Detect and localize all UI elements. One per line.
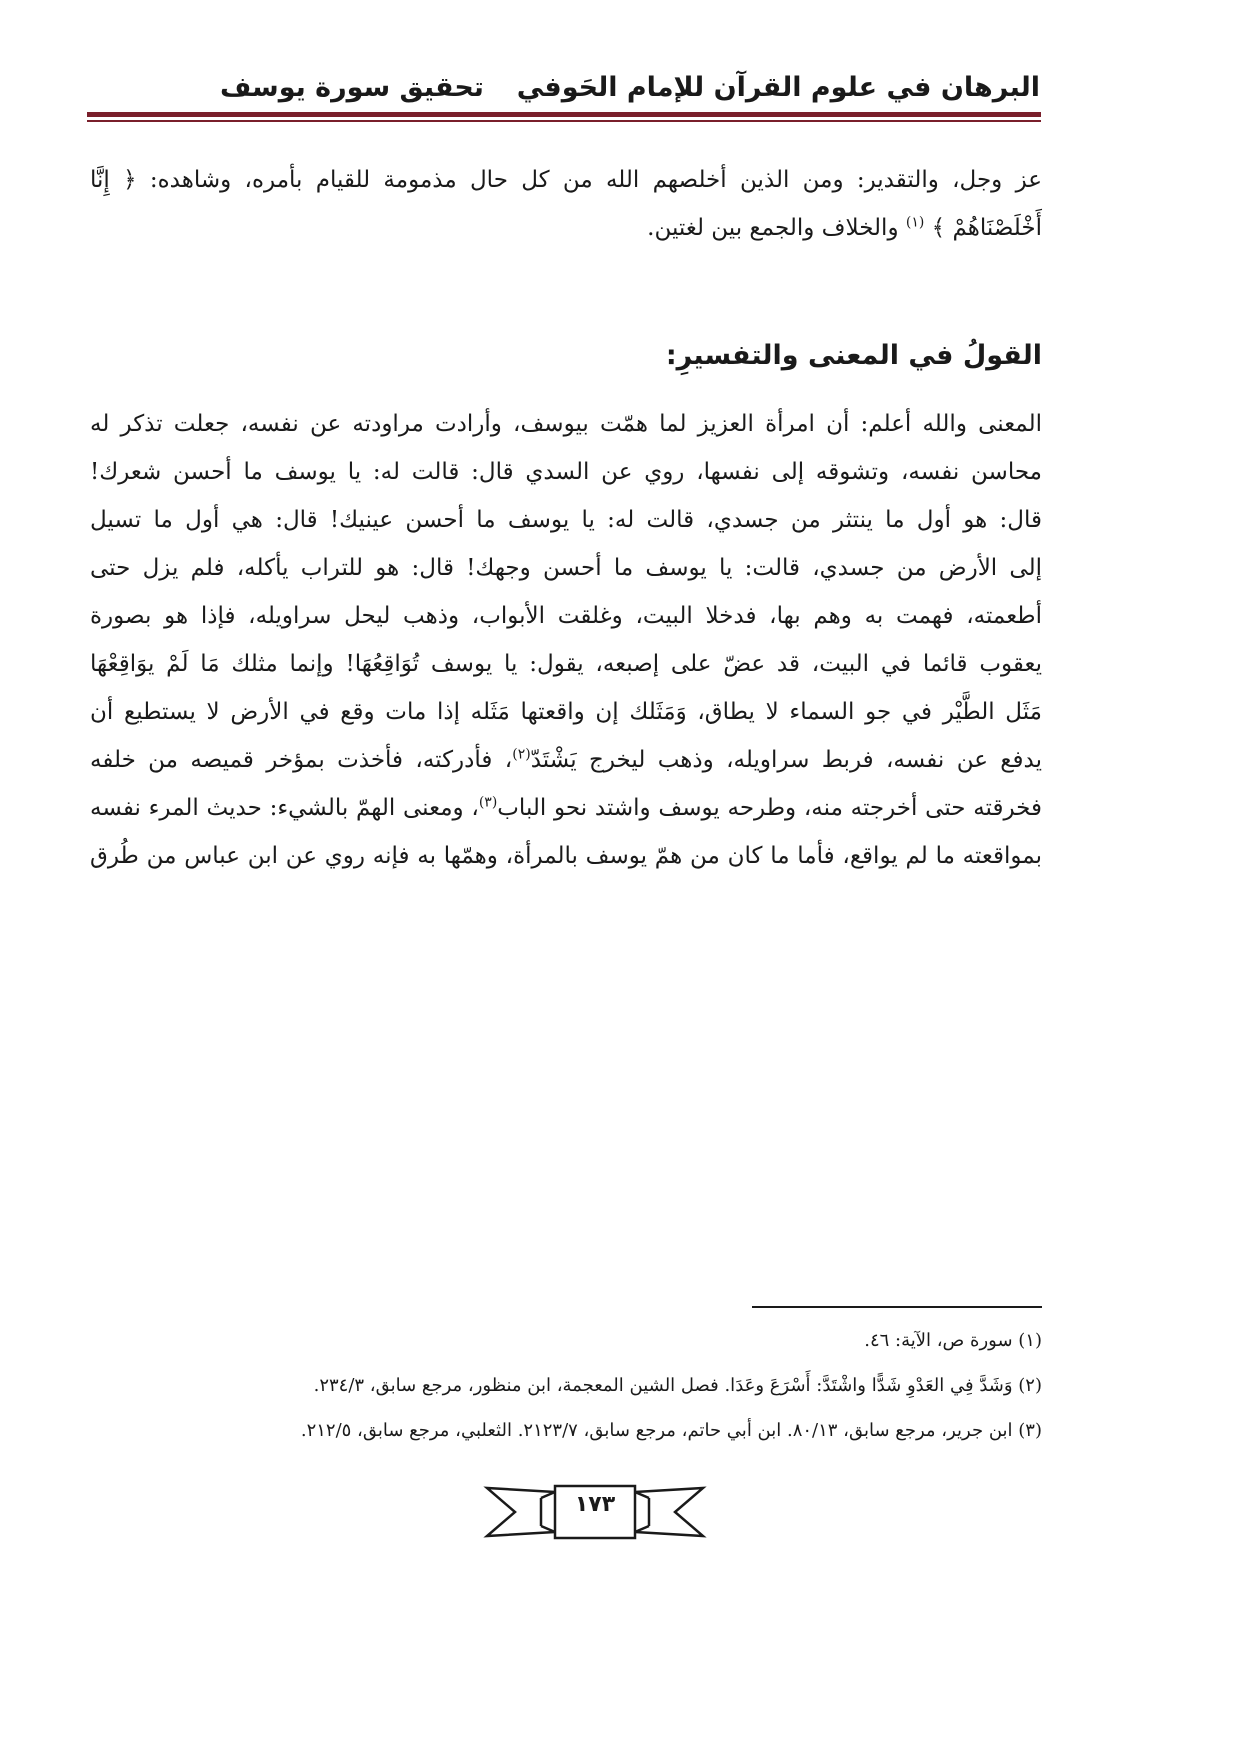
paragraph-line <box>90 784 1042 832</box>
footnote-separator <box>752 1306 1042 1308</box>
paragraph-main <box>90 400 1042 880</box>
paragraph-line: مَثَل الطَّيْر في جو السماء لا يطاق، وَمَثَلك إن واقعتها مَثَله إذا مات وقع في الأرض لا يستطيع أن <box>90 699 1042 725</box>
paragraph-text: ، فأدركته، فأخذت بمؤخر قميصه من خلفه <box>90 747 513 773</box>
paragraph-line: محاسن نفسه، وتشوقه إلى نفسها، روي عن السدي قال: قالت له: يا يوسف ما أحسن شعرك! <box>90 459 1042 485</box>
header-rule-thin <box>87 120 1041 122</box>
book-title: البرهان في علوم القرآن للإمام الحَوفي <box>516 72 1040 103</box>
paragraph-line <box>90 736 1042 784</box>
footnote-ref-2: (٢) <box>512 746 531 763</box>
paragraph-line: بمواقعته ما لم يواقع، فأما ما كان من همّ يوسف بالمرأة، وهمّها به فإنه روي عن ابن عباس من طُرق <box>90 843 1042 869</box>
paragraph-line: أطعمته، فهمت به وهم بها، فدخلا البيت، وغلقت الأبواب، وذهب ليحل سراويله، فإذا هو بصورة <box>90 603 1042 629</box>
footnote-2: (٢) وَشَدَّ فِي العَدْوِ شَدًّا واشْتَدَّ: أَسْرَعَ وعَدَا. فصل الشين المعجمة، ابن منظور، مرجع سابق، ٢٣٤/٣. <box>313 1375 1042 1396</box>
footnote-ref-3: (٣) <box>478 794 498 811</box>
paragraph-line: يعقوب قائما في البيت، قد عضّ على إصبعه، يقول: يا يوسف تُوَاقِعُهَا! وإنما مثلك مَا لَمْ يوَاقِعْهَا <box>90 651 1042 677</box>
paragraph-text: ، ومعنى الهمّ بالشيء: حديث المرء نفسه <box>90 795 479 821</box>
section-title: تحقيق سورة يوسف <box>220 72 484 103</box>
paragraph-line: المعنى والله أعلم: أن امرأة العزيز لما همّت بيوسف، وأرادت مراودته عن نفسه، جعلت تذكر له <box>90 411 1043 437</box>
header-rule-thick <box>87 112 1041 117</box>
section-heading: القولُ في المعنى والتفسيرِ: <box>665 340 1042 371</box>
paragraph-line: قال: هو أول ما ينتثر من جسدي، قالت له: يا يوسف ما أحسن عينيك! قال: هي أول ما تسيل <box>90 507 1042 533</box>
paragraph-line: إلى الأرض من جسدي، قالت: يا يوسف ما أحسن وجهك! قال: هو للتراب يأكله، فلم يزل حتى <box>90 555 1042 581</box>
footnote-1: (١) سورة ص، الآية: ٤٦. <box>864 1330 1042 1351</box>
paragraph-intro <box>90 156 1042 252</box>
footnote-3: (٣) ابن جرير، مرجع سابق، ٨٠/١٣. ابن أبي حاتم، مرجع سابق، ٢١٢٣/٧. الثعلبي، مرجع سابق، ٢١٢/٥. <box>300 1420 1042 1441</box>
paragraph-text: فخرقته حتى أخرجته منه، وطرحه يوسف واشتد نحو الباب <box>497 795 1043 821</box>
paragraph-line: عز وجل، والتقدير: ومن الذين أخلصهم الله من كل حال مذمومة للقيام بأمره، وشاهده: ﴿ إِنَّا <box>90 167 1042 193</box>
quran-verse: أَخْلَصْنَاهُمْ ﴾ <box>931 215 1042 241</box>
paragraph-text: والخلاف والجمع بين لغتين. <box>647 215 906 241</box>
page-number: ١٧٣ <box>574 1492 616 1517</box>
paragraph-line <box>90 204 1042 252</box>
footnote-ref-1: (١) <box>905 214 925 231</box>
paragraph-text: يدفع عن نفسه، فربط سراويله، وذهب ليخرج يَشْتَدّ <box>530 747 1043 773</box>
